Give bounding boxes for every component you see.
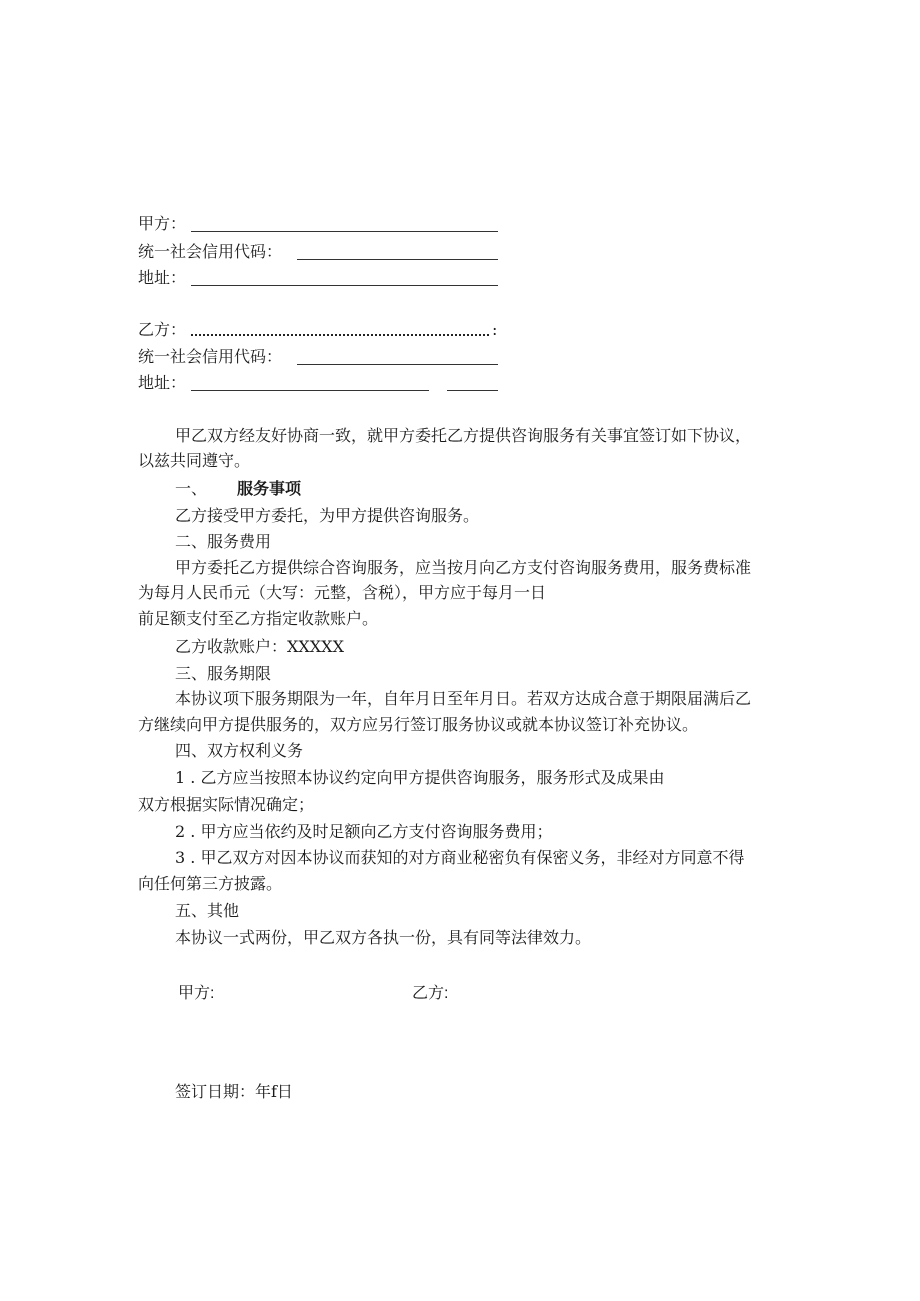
- section-1-number: 一、: [175, 479, 208, 498]
- section-4-item-1-line-2: 双方根据实际情况确定；: [138, 795, 315, 814]
- section-4-item-3-line-1: 3 . 甲乙双方对因本协议而获知的对方商业秘密负有保密义务，非经对方同意不得: [175, 848, 745, 867]
- section-3-heading: 三、服务期限: [175, 664, 272, 683]
- party-a-name-blank[interactable]: [191, 231, 498, 232]
- preamble-line-2: 以兹共同遵守。: [138, 451, 251, 470]
- party-a-address-blank[interactable]: [191, 285, 498, 286]
- section-3-line-1: 本协议项下服务期限为一年，自年月日至年月日。若双方达成合意于期限届满后乙: [175, 689, 752, 708]
- party-b-label: 乙方：: [138, 320, 187, 339]
- section-2-line-2: 为每月人民币元（大写：元整，含税），甲方应于每月一日: [138, 583, 547, 602]
- section-4-item-1-line-1: 1 . 乙方应当按照本协议约定向甲方提供咨询服务，服务形式及成果由: [175, 768, 665, 787]
- section-4-heading: 四、双方权利义务: [175, 741, 304, 760]
- party-b-address-blank-tail[interactable]: [447, 390, 498, 391]
- party-b-credit-code-label: 统一社会信用代码：: [138, 347, 283, 366]
- preamble-line-1: 甲乙双方经友好协商一致，就甲方委托乙方提供咨询服务有关事宜签订如下协议，: [175, 426, 752, 445]
- section-4-item-3-line-2: 向任何第三方披露。: [138, 874, 283, 893]
- section-1-body: 乙方接受甲方委托，为甲方提供咨询服务。: [175, 506, 480, 525]
- section-2-line-1: 甲方委托乙方提供综合咨询服务，应当按月向乙方支付咨询服务费用，服务费标准: [175, 558, 752, 577]
- section-5-heading: 五、其他: [175, 901, 240, 920]
- section-4-item-2: 2 . 甲方应当依约及时足额向乙方支付咨询服务费用；: [175, 822, 553, 841]
- party-b-credit-code-blank[interactable]: [297, 364, 498, 365]
- party-a-address-label: 地址：: [138, 268, 187, 287]
- party-b-address-blank[interactable]: [191, 390, 429, 391]
- party-a-credit-code-blank[interactable]: [297, 259, 498, 260]
- section-1-title: 服务事项: [237, 479, 302, 498]
- section-2-account: 乙方收款账户：XXXXX: [175, 637, 344, 656]
- party-b-name-blank[interactable]: [191, 334, 489, 336]
- signature-party-a: 甲方:: [178, 985, 215, 1002]
- party-b-address-label: 地址：: [138, 373, 187, 392]
- section-2-heading: 二、服务费用: [175, 532, 272, 551]
- section-3-line-2: 方继续向甲方提供服务的，双方应另行签订服务协议或就本协议签订补充协议。: [138, 715, 699, 734]
- signature-party-b: 乙方:: [412, 985, 449, 1002]
- party-a-label: 甲方：: [138, 214, 187, 233]
- signing-date: 签订日期：年f日: [175, 1082, 293, 1101]
- section-2-line-3: 前足额支付至乙方指定收款账户。: [138, 609, 379, 628]
- section-5-body: 本协议一式两份，甲乙双方各执一份，具有同等法律效力。: [175, 928, 592, 947]
- party-a-credit-code-label: 统一社会信用代码：: [138, 242, 283, 261]
- party-b-trailing-colon: :: [492, 320, 498, 339]
